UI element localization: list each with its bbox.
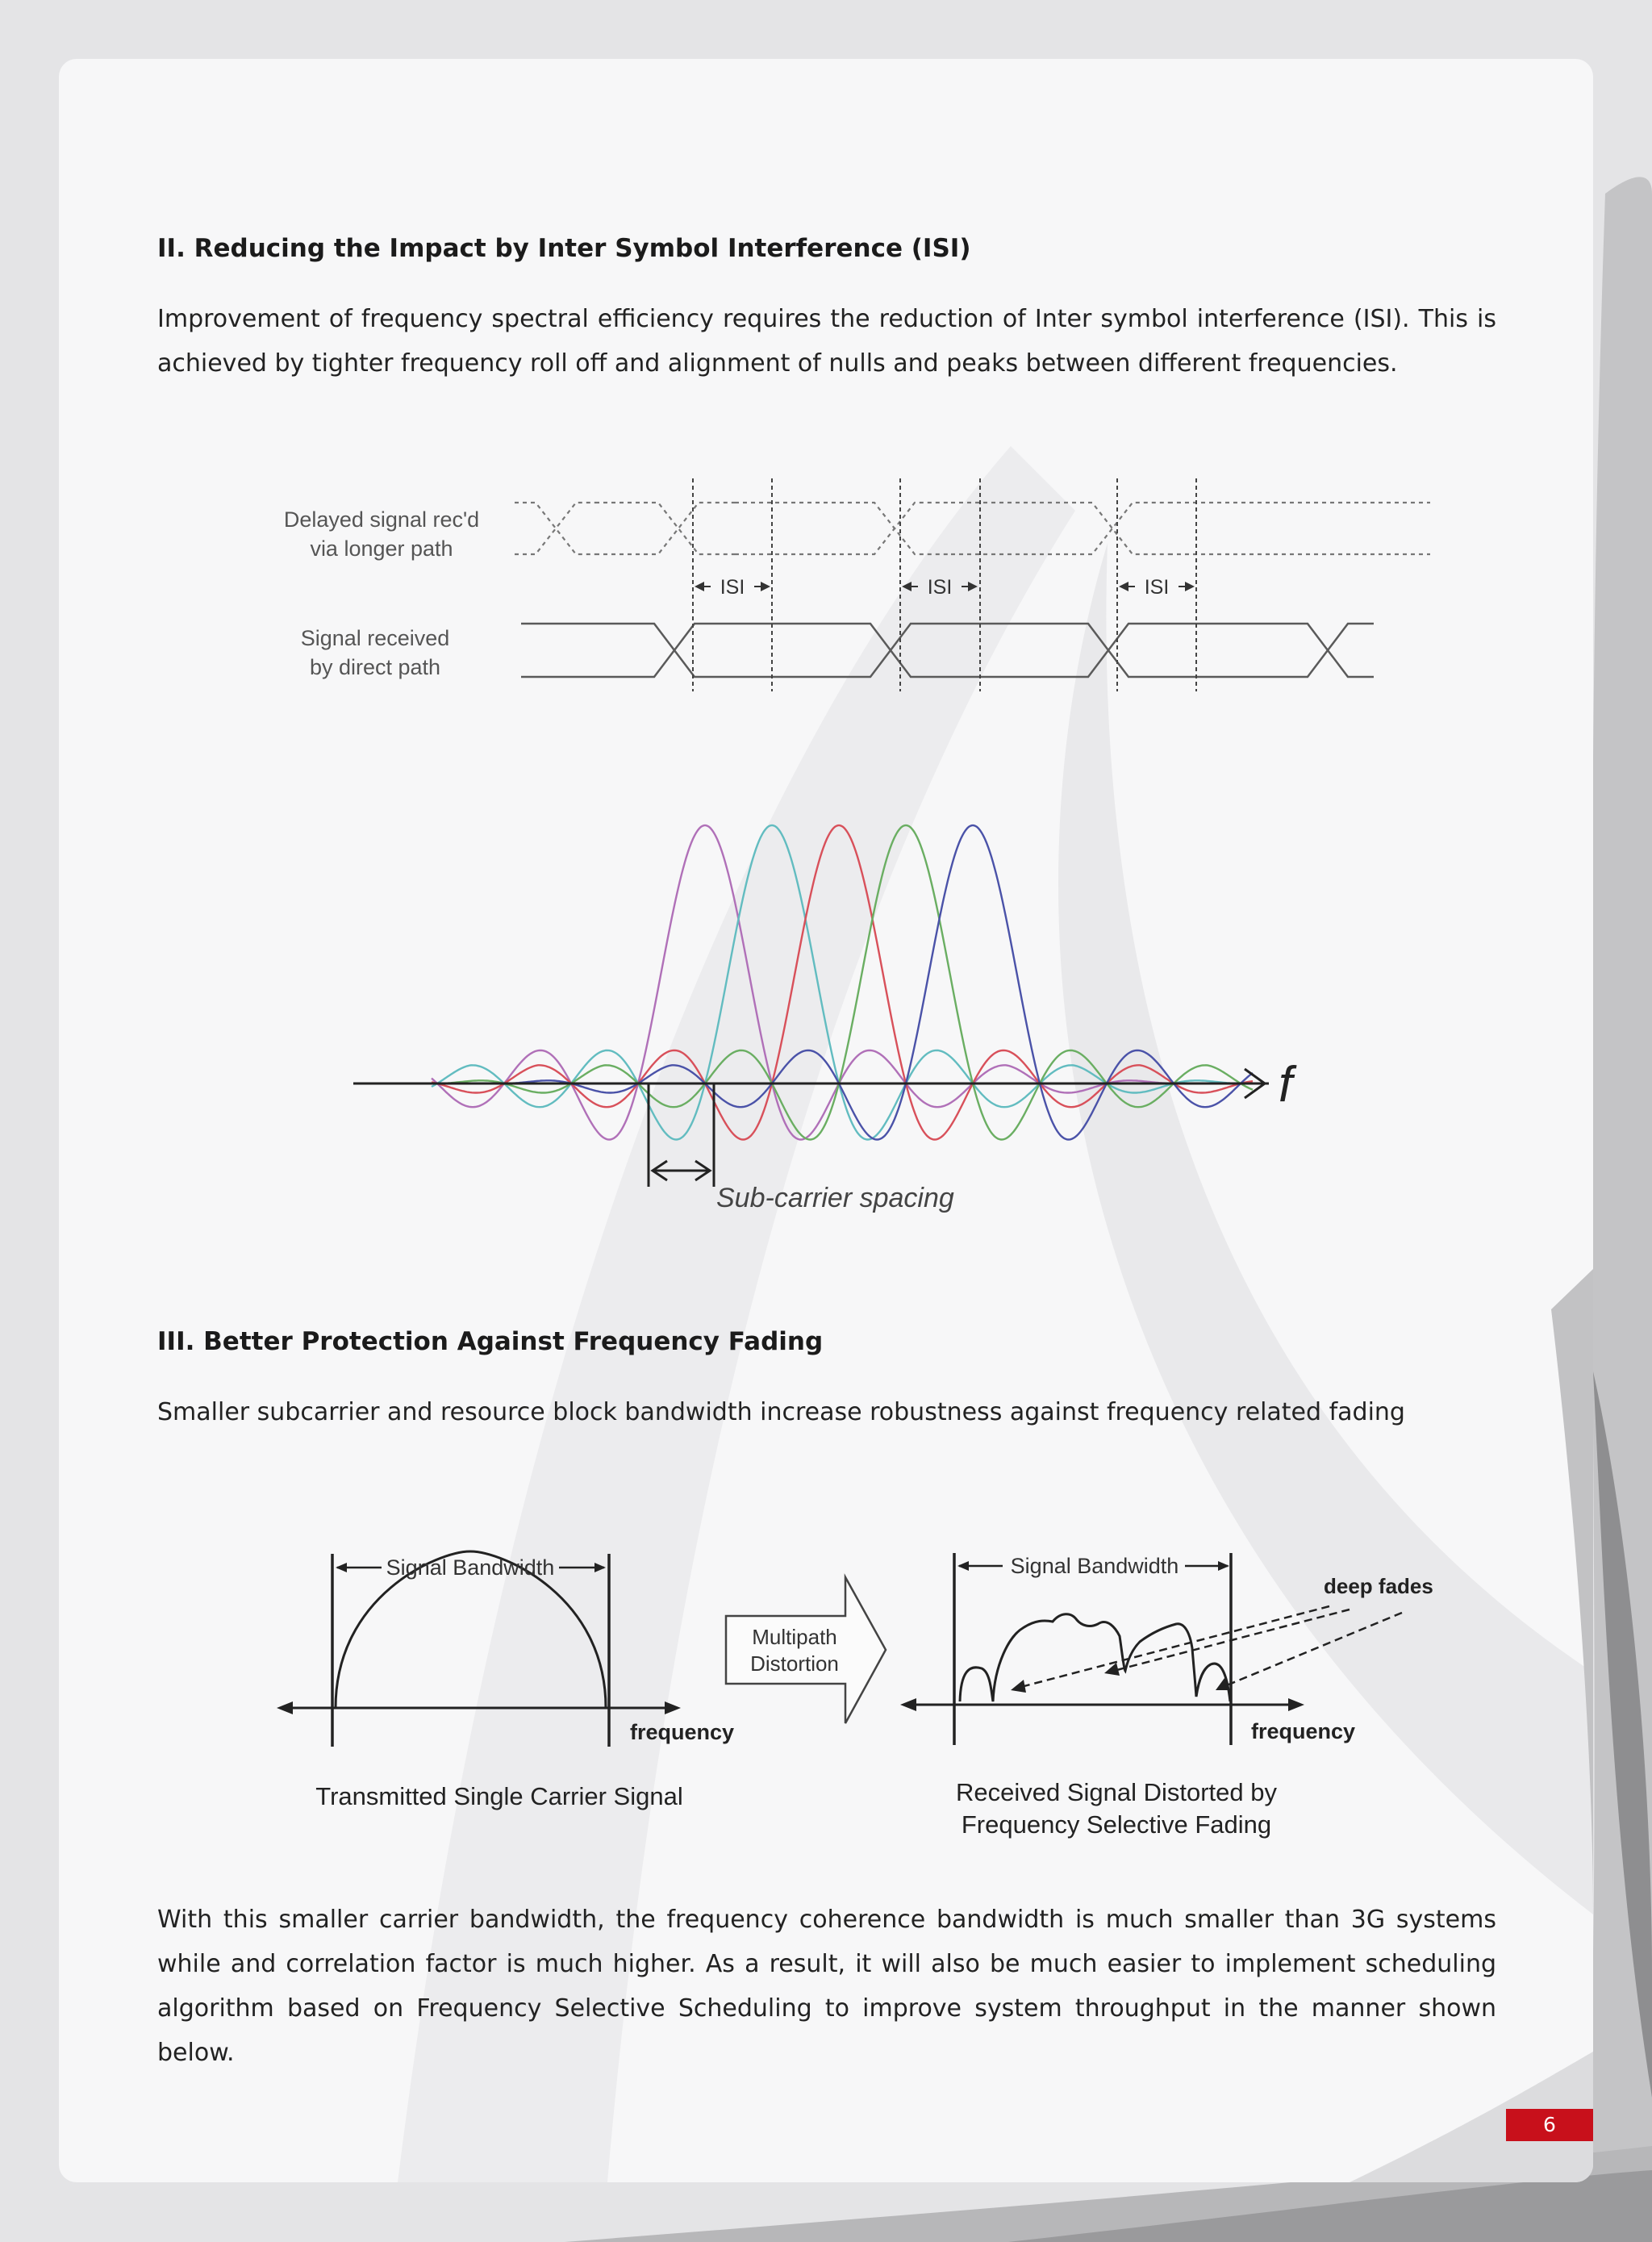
rx-caption-line2: Frequency Selective Fading xyxy=(961,1810,1272,1839)
tx-bandwidth-label: Signal Bandwidth xyxy=(386,1555,555,1580)
section-2-heading: II. Reducing the Impact by Inter Symbol Interference (ISI) xyxy=(157,234,971,263)
transmitted-signal-panel xyxy=(277,1551,734,1810)
deep-fades-label: deep fades xyxy=(1324,1574,1433,1598)
tx-frequency-label: frequency xyxy=(630,1720,735,1744)
tx-caption: Transmitted Single Carrier Signal xyxy=(315,1782,683,1810)
deep-fade-arrows xyxy=(1015,1606,1402,1689)
direct-signal-label-line1: Signal received xyxy=(300,626,450,650)
rx-frequency-label: frequency xyxy=(1251,1719,1356,1743)
section-3-paragraph: Smaller subcarrier and resource block bandwidth increase robustness against frequency related fading xyxy=(157,1398,1405,1426)
page-card xyxy=(59,59,1593,2182)
multipath-label-line1: Multipath xyxy=(752,1625,837,1649)
fading-diagram xyxy=(59,59,1593,1882)
delayed-signal-label-line1: Delayed signal rec'd xyxy=(283,507,480,532)
delayed-signal-label-line2: via longer path xyxy=(310,536,453,561)
isi-label: ISI xyxy=(720,576,745,599)
section-2-paragraph: Improvement of frequency spectral efficiency requires the reduction of Inter symbol interference (ISI). This is achieved by tighter frequency roll off and alignment of nulls and peaks between different frequencies. xyxy=(157,305,1496,378)
multipath-arrow xyxy=(726,1577,886,1723)
page-number-badge: 6 xyxy=(1506,2109,1593,2141)
subcarrier-spacing-label: Sub-carrier spacing xyxy=(716,1183,954,1213)
isi-label: ISI xyxy=(1144,576,1170,599)
closing-paragraph: With this smaller carrier bandwidth, the frequency coherence bandwidth is much smaller than 3G systems while and correlation factor is much higher. As a result, it will also be much easier to implement scheduling algorithm based on Frequency Selective Scheduling to improve system throughput in the manner shown below. xyxy=(157,1906,1496,2067)
section-3-heading: III. Better Protection Against Frequency Fading xyxy=(157,1327,824,1356)
multipath-label-line2: Distortion xyxy=(750,1651,839,1676)
isi-label: ISI xyxy=(927,576,953,599)
direct-signal-label-line2: by direct path xyxy=(309,655,441,679)
rx-bandwidth-label: Signal Bandwidth xyxy=(1010,1554,1179,1578)
rx-caption-line1: Received Signal Distorted by xyxy=(955,1778,1278,1806)
received-signal-panel xyxy=(900,1553,1433,1839)
frequency-axis-label: f xyxy=(1279,1057,1293,1113)
